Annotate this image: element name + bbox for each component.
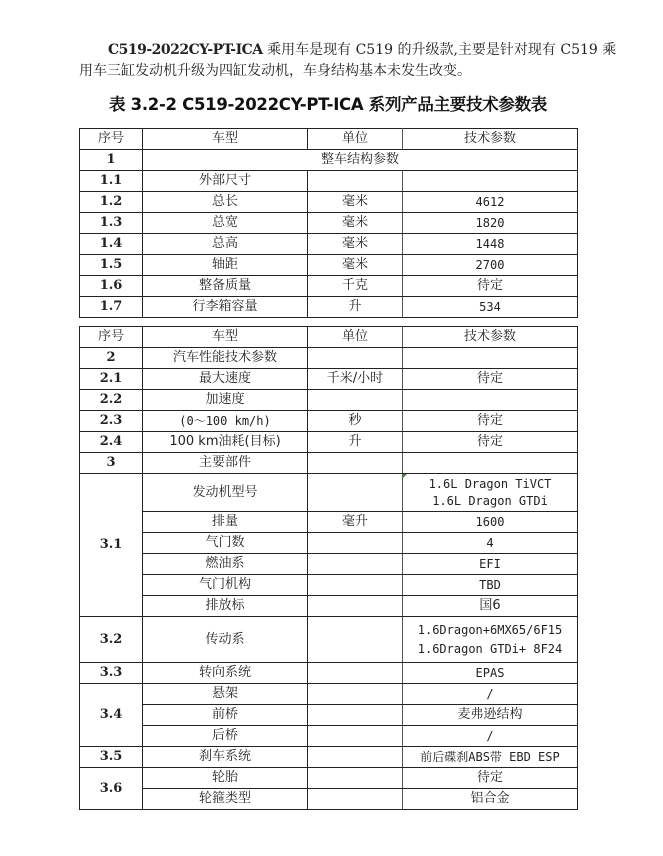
item-cell: 外部尺寸 [143,171,308,192]
item-cell: 前桥 [143,705,308,726]
seq-cell: 1.5 [80,255,143,276]
value-cell: 前后碟刹ABS带 EBD ESP [403,747,578,768]
header-seq: 序号 [80,327,143,348]
table-row [80,554,578,575]
header-unit: 单位 [308,327,403,348]
header-model: 车型 [143,327,308,348]
unit-cell [308,390,403,411]
model-code: C519-2022CY-PT-ICA [108,42,263,58]
seq-cell: 1.6 [80,276,143,297]
seq-cell: 2.3 [80,411,143,432]
unit-cell [308,171,403,192]
unit-cell [308,726,403,747]
unit-cell [308,617,403,663]
value-cell: 待定 [403,369,578,390]
unit-cell [308,705,403,726]
seq-cell: 1.1 [80,171,143,192]
value-cell: 待定 [403,432,578,453]
seq-cell: 3.1 [80,474,143,617]
table-row [80,411,578,432]
item-cell: 燃油系 [143,554,308,575]
value-cell: 4 [403,533,578,554]
value-cell: 待定 [403,276,578,297]
item-cell: 总长 [143,192,308,213]
seq-cell: 1.4 [80,234,143,255]
table-row [80,533,578,554]
unit-cell [308,768,403,789]
seq-cell: 3.4 [80,684,143,747]
unit-cell [308,747,403,768]
value-cell: 1820 [403,213,578,234]
unit-cell: 毫米 [308,234,403,255]
header-param: 技术参数 [403,327,578,348]
unit-cell [308,575,403,596]
table-row [80,726,578,747]
unit-cell: 毫米 [308,192,403,213]
value-cell: 待定 [403,411,578,432]
table-row [80,596,578,617]
value-cell: 2700 [403,255,578,276]
value-cell: 麦弗逊结构 [403,705,578,726]
intro-line-2: 用车三缸发动机升级为四缸发动机，车身结构基本未发生改变。 [79,63,471,79]
unit-cell [308,789,403,810]
table-row [80,297,578,318]
item-cell: 气门数 [143,533,308,554]
item-cell: 轮箍类型 [143,789,308,810]
table-row [80,453,578,474]
table-row [80,705,578,726]
item-cell: 行李箱容量 [143,297,308,318]
unit-cell: 毫米 [308,255,403,276]
value-cell [403,390,578,411]
intro-line-1 [79,40,617,61]
seq-cell: 2.1 [80,369,143,390]
value-cell: 4612 [403,192,578,213]
value-line-2: 1.6Dragon GTDi+ 8F24 [417,641,563,656]
item-cell: 刹车系统 [143,747,308,768]
table-header-row [80,129,578,150]
spec-table-performance [79,326,578,810]
item-cell: 排放标 [143,596,308,617]
item-cell: 传动系 [143,617,308,663]
item-cell: 气门机构 [143,575,308,596]
seq-cell: 1.3 [80,213,143,234]
table-row [80,276,578,297]
header-param: 技术参数 [403,129,578,150]
item-cell: 最大速度 [143,369,308,390]
seq-cell: 3.3 [80,663,143,684]
table-row [80,747,578,768]
unit-cell: 毫米 [308,213,403,234]
table-row [80,684,578,705]
value-cell: 国6 [403,596,578,617]
table-row [80,171,578,192]
table-row [80,390,578,411]
unit-cell [308,533,403,554]
value-cell: 铝合金 [403,789,578,810]
unit-cell [308,453,403,474]
unit-cell: 千米/小时 [308,369,403,390]
value-cell: 534 [403,297,578,318]
item-cell: 后桥 [143,726,308,747]
value-cell [403,617,578,663]
header-unit: 单位 [308,129,403,150]
item-cell: 100 km油耗(目标) [143,432,308,453]
item-cell: 主要部件 [143,453,308,474]
value-cell: / [403,684,578,705]
value-cell: EPAS [403,663,578,684]
value-cell [403,348,578,369]
table-row [80,369,578,390]
value-cell: / [403,726,578,747]
unit-cell [308,474,403,512]
item-cell: 悬架 [143,684,308,705]
table-header-row [80,327,578,348]
unit-cell: 千克 [308,276,403,297]
item-cell: 整备质量 [143,276,308,297]
intro-paragraph [79,40,617,82]
table-title: 表 3.2-2 C519-2022CY-PT-ICA 系列产品主要技术参数表 [109,95,547,114]
unit-cell [308,348,403,369]
unit-cell: 升 [308,297,403,318]
section-label: 整车结构参数 [143,150,578,171]
value-cell [403,474,578,512]
value-cell: 1448 [403,234,578,255]
item-cell: 排量 [143,512,308,533]
cell-comment-marker-icon [402,474,407,479]
table-row [80,617,578,663]
item-cell: 总宽 [143,213,308,234]
table-row [80,213,578,234]
seq-cell: 1.2 [80,192,143,213]
unit-cell [308,684,403,705]
item-cell: 汽车性能技术参数 [143,348,308,369]
seq-cell: 2 [80,348,143,369]
item-cell: 发动机型号 [143,474,308,512]
value-cell: TBD [403,575,578,596]
item-cell: (0～100 km/h) [143,411,308,432]
value-line-2: 1.6L Dragon GTDi [432,493,548,508]
unit-cell [308,596,403,617]
value-line-1: 1.6L Dragon TiVCT [428,476,552,491]
seq-cell: 3.2 [80,617,143,663]
value-line-1: 1.6Dragon+6MX65/6F15 [417,622,563,637]
seq-cell: 1.7 [80,297,143,318]
table-row [80,768,578,789]
unit-cell: 毫升 [308,512,403,533]
header-seq: 序号 [80,129,143,150]
seq-cell: 3.6 [80,768,143,810]
seq-cell: 1 [80,150,143,171]
value-cell [403,171,578,192]
table-row [80,234,578,255]
table-row [80,663,578,684]
unit-cell [308,663,403,684]
section-row [80,150,578,171]
item-cell: 加速度 [143,390,308,411]
table-row [80,512,578,533]
value-cell [403,453,578,474]
item-cell: 总高 [143,234,308,255]
unit-cell: 秒 [308,411,403,432]
table-row [80,432,578,453]
table-row [80,192,578,213]
table-row [80,575,578,596]
value-cell: EFI [403,554,578,575]
spec-table-structure [79,128,578,318]
table-row [80,255,578,276]
value-cell: 待定 [403,768,578,789]
intro-line-1-text: 乘用车是现有 C519 的升级款,主要是针对现有 C519 乘 [262,42,617,58]
value-cell: 1600 [403,512,578,533]
seq-cell: 2.4 [80,432,143,453]
item-cell: 转向系统 [143,663,308,684]
table-row [80,348,578,369]
table-row [80,474,578,512]
unit-cell: 升 [308,432,403,453]
seq-cell: 3 [80,453,143,474]
seq-cell: 2.2 [80,390,143,411]
item-cell: 轮胎 [143,768,308,789]
header-model: 车型 [143,129,308,150]
unit-cell [308,554,403,575]
item-cell: 轴距 [143,255,308,276]
seq-cell: 3.5 [80,747,143,768]
table-row [80,789,578,810]
